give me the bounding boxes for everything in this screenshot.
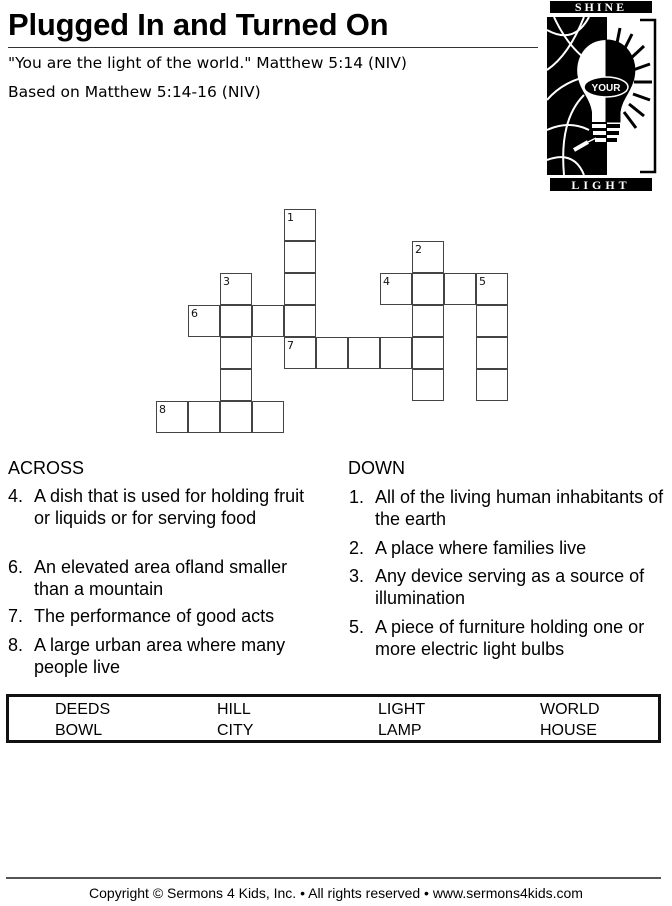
clue-number: 4	[383, 275, 390, 288]
word-bank-item: CITY	[217, 722, 254, 739]
crossword-cell[interactable]	[412, 241, 444, 273]
clue-number: 2	[415, 243, 422, 256]
crossword-cell[interactable]	[476, 369, 508, 401]
word-bank	[6, 694, 661, 743]
crossword-cell[interactable]	[380, 273, 412, 305]
crossword-cell[interactable]	[252, 401, 284, 433]
crossword-cell[interactable]	[156, 401, 188, 433]
crossword-cell[interactable]	[476, 305, 508, 337]
crossword-cell[interactable]	[220, 337, 252, 369]
across-clue-6: 6. An elevated area ofland smaller than a mountain	[8, 557, 288, 599]
word-bank-item: LAMP	[378, 722, 422, 739]
word-bank-item: HILL	[217, 701, 251, 718]
clue-number: 8	[159, 403, 166, 416]
crossword-cell[interactable]	[220, 369, 252, 401]
clue-number: 3	[223, 275, 230, 288]
crossword-cell[interactable]	[188, 305, 220, 337]
shine-your-light-logo	[544, 0, 662, 192]
crossword-cell[interactable]	[284, 337, 316, 369]
scripture-verse: "You are the light of the world." Matthew 5:14 (NIV)	[8, 54, 407, 72]
title-divider	[8, 47, 538, 48]
clue-number: 5	[479, 275, 486, 288]
across-clue-7: 7. The performance of good acts	[8, 606, 275, 626]
crossword-cell[interactable]	[220, 401, 252, 433]
across-heading: ACROSS	[8, 458, 85, 478]
page-title: Plugged In and Turned On	[8, 7, 389, 42]
down-clue-2: 2. A place where families live	[349, 538, 587, 558]
scripture-reference: Based on Matthew 5:14-16 (NIV)	[8, 83, 261, 101]
crossword-cell[interactable]	[284, 273, 316, 305]
word-bank-item: DEEDS	[55, 701, 111, 718]
crossword-cell[interactable]	[380, 337, 412, 369]
down-clue-3: 3. Any device serving as a source of illumination	[349, 566, 645, 608]
logo-bottom-text: LIGHT	[571, 178, 631, 192]
crossword-cell[interactable]	[348, 337, 380, 369]
crossword-cell[interactable]	[444, 273, 476, 305]
crossword-cell[interactable]	[284, 305, 316, 337]
crossword-cell[interactable]	[284, 209, 316, 241]
word-bank-item: WORLD	[540, 701, 600, 718]
word-bank-item: BOWL	[55, 722, 103, 739]
clue-number: 6	[191, 307, 198, 320]
crossword-cell[interactable]	[252, 305, 284, 337]
crossword-cell[interactable]	[412, 369, 444, 401]
crossword-cell[interactable]	[188, 401, 220, 433]
crossword-cell[interactable]	[476, 273, 508, 305]
crossword-cell[interactable]	[220, 305, 252, 337]
crossword-cell[interactable]	[412, 337, 444, 369]
crossword-cell[interactable]	[220, 273, 252, 305]
across-clue-8: 8. A large urban area where many people live	[8, 635, 286, 677]
crossword-cell[interactable]	[476, 337, 508, 369]
footer-divider	[6, 877, 661, 879]
clue-number: 7	[287, 339, 294, 352]
crossword-cell[interactable]	[412, 305, 444, 337]
crossword-cell[interactable]	[284, 241, 316, 273]
word-bank-item: LIGHT	[378, 701, 426, 718]
across-clue-4: 4. A dish that is used for holding fruit or liquids or for serving food	[8, 486, 305, 528]
clue-number: 1	[287, 211, 294, 224]
word-bank-item: HOUSE	[540, 722, 597, 739]
logo-center-text: YOUR	[591, 83, 621, 94]
crossword-cell[interactable]	[412, 273, 444, 305]
crossword-cell[interactable]	[316, 337, 348, 369]
down-clue-1: 1. All of the living human inhabitants of the earth	[349, 487, 664, 529]
lightbulb-icon	[544, 0, 662, 192]
down-heading: DOWN	[348, 458, 405, 478]
copyright-footer: Copyright © Sermons 4 Kids, Inc. • All rights reserved • www.sermons4kids.com	[89, 885, 583, 901]
down-clue-5: 5. A piece of furniture holding one or more electric light bulbs	[349, 617, 645, 659]
logo-top-text: SHINE	[574, 0, 628, 14]
